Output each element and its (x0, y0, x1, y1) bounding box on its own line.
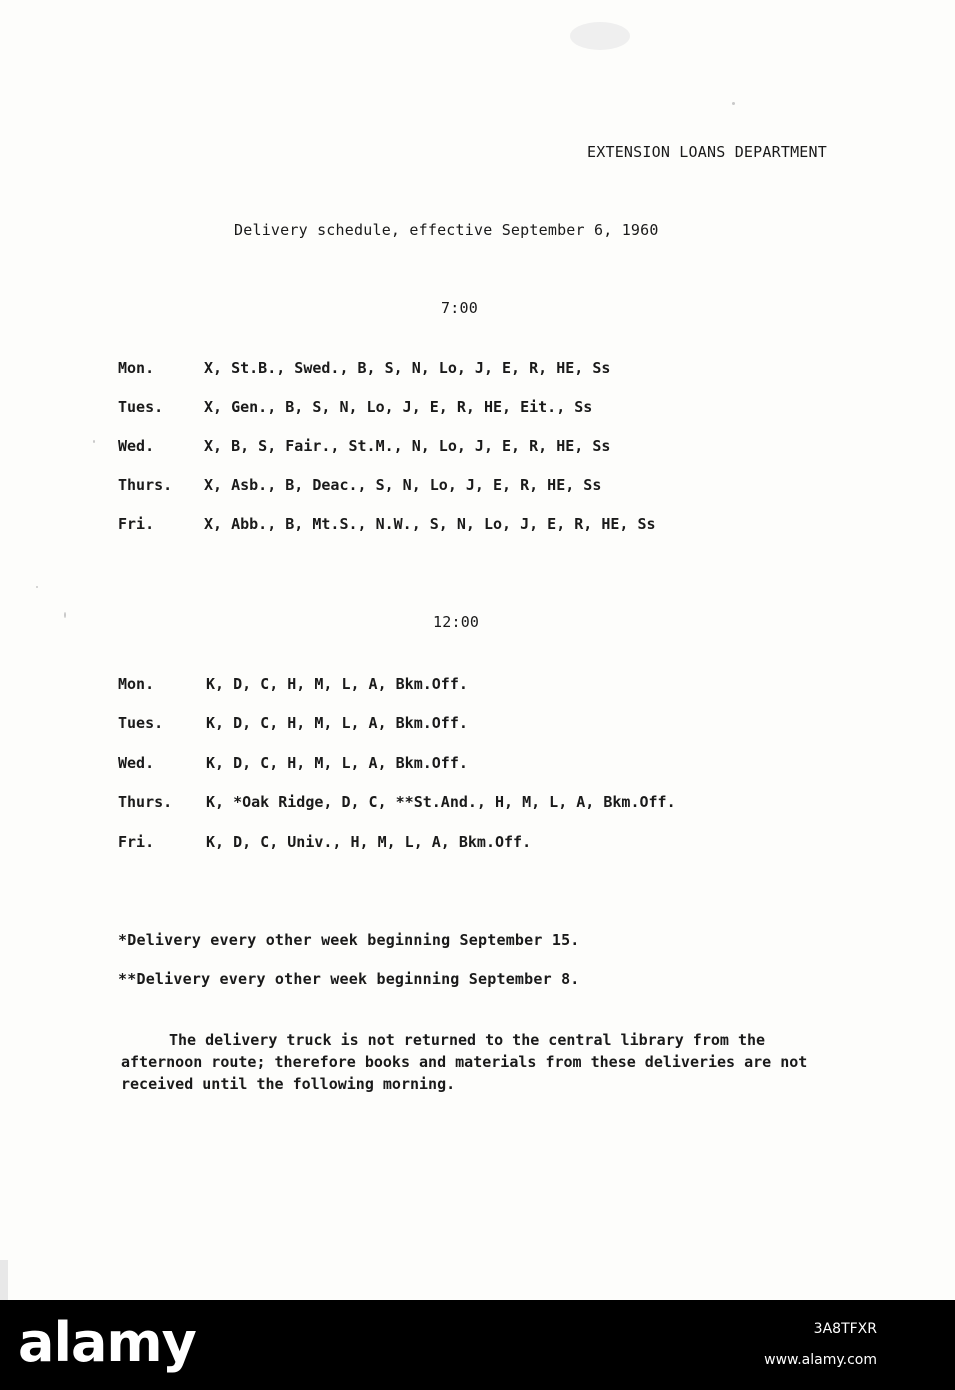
day-label: Mon. (118, 359, 155, 377)
morning-time-heading: 7:00 (441, 299, 478, 317)
delivery-stops: X, Abb., B, Mt.S., N.W., S, N, Lo, J, E, R, HE, Ss (204, 515, 656, 533)
site-url-label: www.alamy.com (764, 1352, 877, 1368)
paper-speck (732, 102, 735, 105)
scan-edge-shadow (0, 1260, 8, 1300)
delivery-stops: K, D, C, Univ., H, M, L, A, Bkm.Off. (206, 833, 532, 851)
paper-speck (36, 586, 38, 588)
delivery-stops: K, D, C, H, M, L, A, Bkm.Off. (206, 754, 468, 772)
day-label: Wed. (118, 437, 155, 455)
day-label: Wed. (118, 754, 155, 772)
paper-speck (93, 440, 95, 443)
delivery-stops: X, Gen., B, S, N, Lo, J, E, R, HE, Eit., Ss (204, 398, 593, 416)
footnote-single-asterisk: *Delivery every other week beginning September 15. (118, 931, 580, 949)
department-heading: EXTENSION LOANS DEPARTMENT (587, 143, 827, 161)
image-id-label: 3A8TFXR (813, 1321, 877, 1337)
closing-paragraph: The delivery truck is not returned to the central library from the afternoon route; therefore books and materials from these deliveries are not received until the following morning. (121, 1031, 808, 1093)
delivery-stops: K, D, C, H, M, L, A, Bkm.Off. (206, 675, 468, 693)
day-label: Tues. (118, 714, 164, 732)
noon-time-heading: 12:00 (433, 613, 480, 631)
day-label: Thurs. (118, 793, 173, 811)
paper-speck (64, 612, 66, 618)
delivery-stops: X, Asb., B, Deac., S, N, Lo, J, E, R, HE, Ss (204, 476, 602, 494)
paper-smudge (570, 22, 630, 50)
schedule-title: Delivery schedule, effective September 6, 1960 (234, 221, 659, 239)
alamy-logo: alamy (18, 1311, 196, 1374)
day-label: Tues. (118, 398, 164, 416)
footnote-double-asterisk: **Delivery every other week beginning September 8. (118, 970, 580, 988)
delivery-stops: X, St.B., Swed., B, S, N, Lo, J, E, R, HE, Ss (204, 359, 611, 377)
day-label: Fri. (118, 833, 155, 851)
delivery-stops: K, *Oak Ridge, D, C, **St.And., H, M, L, A, Bkm.Off. (206, 793, 676, 811)
day-label: Fri. (118, 515, 155, 533)
delivery-stops: K, D, C, H, M, L, A, Bkm.Off. (206, 714, 468, 732)
delivery-stops: X, B, S, Fair., St.M., N, Lo, J, E, R, HE, Ss (204, 437, 611, 455)
day-label: Mon. (118, 675, 155, 693)
day-label: Thurs. (118, 476, 173, 494)
